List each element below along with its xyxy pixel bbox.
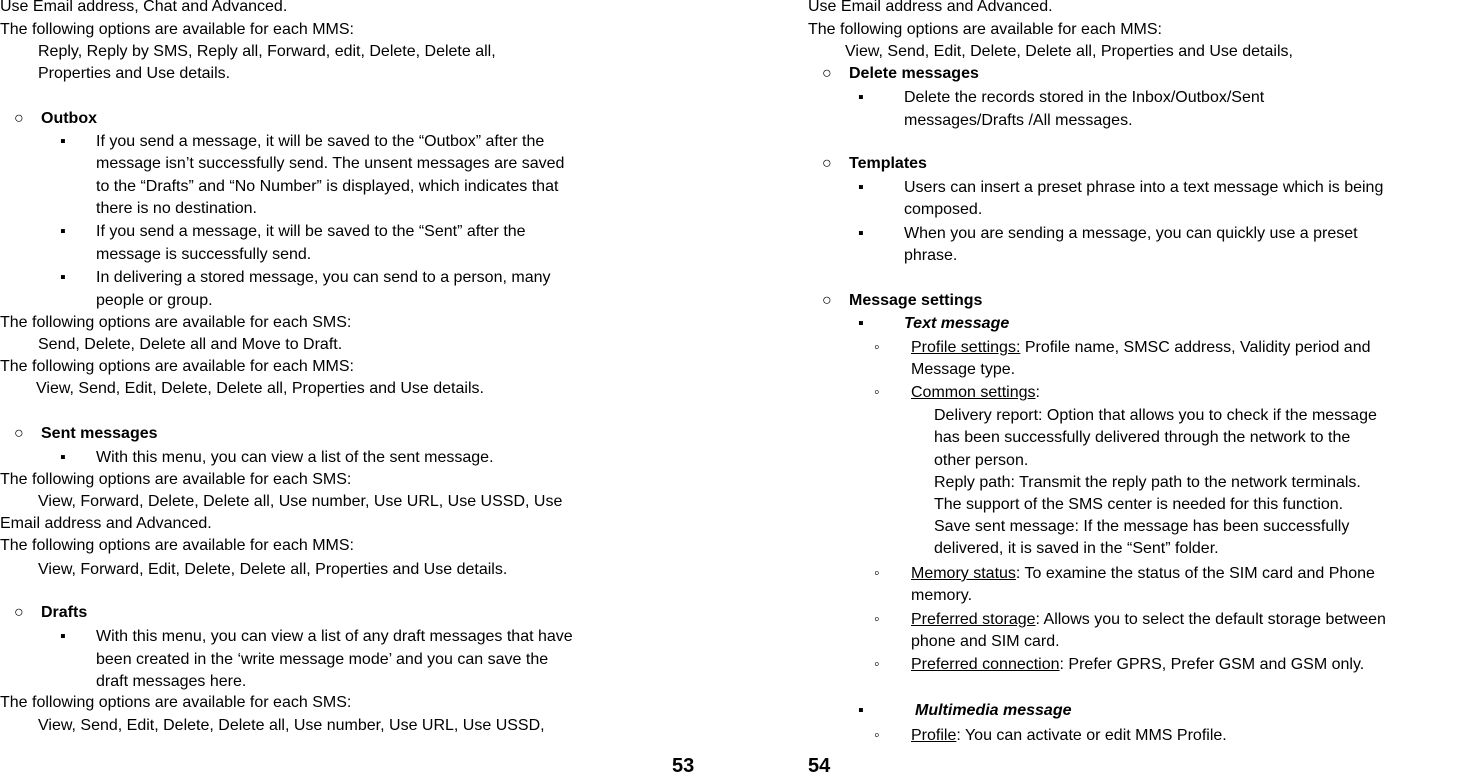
circle-bullet-icon: ○ — [14, 110, 24, 127]
circle-bullet-icon: ○ — [822, 65, 832, 82]
hollow-bullet-icon: ◦ — [874, 565, 880, 582]
section-heading-message-settings: Message settings — [849, 292, 983, 309]
profile-settings-link: Profile settings: — [911, 339, 1021, 356]
paragraph-line: Use Email address and Advanced. — [808, 0, 1053, 15]
right-page — [808, 0, 1483, 775]
subheading-text-message: Text message — [904, 315, 1010, 332]
bullet-text: Users can insert a preset phrase into a text message which is being — [904, 179, 1384, 196]
bullet-text: there is no destination. — [96, 200, 257, 217]
paragraph-line: The following options are available for each MMS: — [0, 358, 354, 375]
circle-bullet-icon: ○ — [14, 425, 24, 442]
mms-profile-link: Profile — [911, 727, 957, 744]
square-bullet-icon: ▪ — [60, 269, 66, 286]
square-bullet-icon: ▪ — [858, 179, 864, 196]
memory-status-link: Memory status — [911, 565, 1016, 582]
bullet-text: If you send a message, it will be saved to the “Sent” after the — [96, 223, 526, 240]
bullet-text: If you send a message, it will be saved to the “Outbox” after the — [96, 133, 545, 150]
setting-text: Message type. — [911, 361, 1016, 378]
section-heading-outbox: Outbox — [41, 110, 97, 127]
setting-line-profile: Profile settings: Profile name, SMSC address, Validity period and — [911, 339, 1371, 356]
options-list-line: View, Send, Edit, Delete, Delete all, Properties and Use details. — [36, 380, 484, 397]
square-bullet-icon: ▪ — [60, 449, 66, 466]
setting-detail: other person. — [934, 452, 1029, 469]
options-list-line: View, Send, Edit, Delete, Delete all, Use number, Use URL, Use USSD, — [38, 717, 545, 734]
bullet-text: message isn’t successfully send. The unsent messages are saved — [96, 155, 565, 172]
square-bullet-icon: ▪ — [858, 315, 864, 332]
square-bullet-icon: ▪ — [858, 225, 864, 242]
setting-line-storage: Preferred storage: Allows you to select the default storage between — [911, 611, 1386, 628]
paragraph-line: The following options are available for each SMS: — [0, 314, 352, 331]
hollow-bullet-icon: ◦ — [874, 384, 880, 401]
hollow-bullet-icon: ◦ — [874, 611, 880, 628]
square-bullet-icon: ▪ — [60, 628, 66, 645]
setting-text: memory. — [911, 587, 973, 604]
hollow-bullet-icon: ◦ — [874, 656, 880, 673]
bullet-text: composed. — [904, 201, 983, 218]
options-list-line: Send, Delete, Delete all and Move to Draft. — [38, 336, 343, 353]
square-bullet-icon: ▪ — [60, 223, 66, 240]
page-number: 54 — [808, 755, 831, 777]
section-heading-sent-messages: Sent messages — [41, 425, 158, 442]
bullet-text: When you are sending a message, you can quickly use a preset — [904, 225, 1358, 242]
bullet-text: people or group. — [96, 292, 213, 309]
setting-detail: Reply path: Transmit the reply path to the network terminals. — [934, 474, 1361, 491]
section-heading-templates: Templates — [849, 155, 927, 172]
bullet-text: With this menu, you can view a list of any draft messages that have — [96, 628, 573, 645]
section-heading-drafts: Drafts — [41, 604, 88, 621]
bullet-text: In delivering a stored message, you can send to a person, many — [96, 269, 551, 286]
bullet-text: messages/Drafts /All messages. — [904, 112, 1133, 129]
setting-detail: has been successfully delivered through the network to the — [934, 429, 1351, 446]
setting-line-connection: Preferred connection: Prefer GPRS, Prefer GSM and GSM only. — [911, 656, 1365, 673]
bullet-text: Delete the records stored in the Inbox/Outbox/Sent — [904, 89, 1265, 106]
setting-line-memory: Memory status: To examine the status of the SIM card and Phone — [911, 565, 1375, 582]
subheading-multimedia-message: Multimedia message — [915, 702, 1072, 719]
options-list-line: View, Forward, Delete, Delete all, Use number, Use URL, Use USSD, Use — [38, 493, 563, 510]
bullet-text: to the “Drafts” and “No Number” is displayed, which indicates that — [96, 178, 559, 195]
bullet-text: been created in the ‘write message mode’ and you can save the — [96, 651, 549, 668]
paragraph-line: The following options are available for each MMS: — [0, 537, 354, 554]
setting-detail: Delivery report: Option that allows you to check if the message — [934, 407, 1377, 424]
square-bullet-icon: ▪ — [60, 133, 66, 150]
bullet-text: With this menu, you can view a list of the sent message. — [96, 449, 494, 466]
bullet-text: message is successfully send. — [96, 246, 312, 263]
paragraph-line: Email address and Advanced. — [0, 515, 212, 532]
paragraph-line: Use Email address, Chat and Advanced. — [0, 0, 288, 15]
section-heading-delete-messages: Delete messages — [849, 65, 979, 82]
circle-bullet-icon: ○ — [822, 155, 832, 172]
bullet-text: phrase. — [904, 247, 958, 264]
setting-detail: Save sent message: If the message has been successfully — [934, 518, 1350, 535]
circle-bullet-icon: ○ — [822, 292, 832, 309]
setting-line-common: Common settings: — [911, 384, 1040, 401]
circle-bullet-icon: ○ — [14, 604, 24, 621]
options-list-line: Properties and Use details. — [38, 65, 231, 82]
hollow-bullet-icon: ◦ — [874, 339, 880, 356]
page-number: 53 — [672, 755, 695, 777]
bullet-text: draft messages here. — [96, 673, 247, 690]
setting-detail: delivered, it is saved in the “Sent” folder. — [934, 540, 1219, 557]
left-page — [0, 0, 700, 775]
paragraph-line: The following options are available for each SMS: — [0, 471, 352, 488]
square-bullet-icon: ▪ — [858, 89, 864, 106]
common-settings-link: Common settings — [911, 384, 1036, 401]
square-bullet-icon: ▪ — [858, 702, 864, 719]
options-list-line: View, Send, Edit, Delete, Delete all, Properties and Use details, — [845, 43, 1293, 60]
options-list-line: Reply, Reply by SMS, Reply all, Forward, edit, Delete, Delete all, — [38, 43, 496, 60]
preferred-connection-link: Preferred connection — [911, 656, 1060, 673]
setting-line-mms-profile: Profile: You can activate or edit MMS Profile. — [911, 727, 1227, 744]
hollow-bullet-icon: ◦ — [874, 727, 880, 744]
paragraph-line: The following options are available for each MMS: — [0, 21, 354, 38]
paragraph-line: The following options are available for each SMS: — [0, 694, 352, 711]
setting-detail: The support of the SMS center is needed for this function. — [934, 496, 1344, 513]
setting-text: phone and SIM card. — [911, 633, 1060, 650]
paragraph-line: The following options are available for each MMS: — [808, 21, 1162, 38]
preferred-storage-link: Preferred storage — [911, 611, 1036, 628]
options-list-line: View, Forward, Edit, Delete, Delete all, Properties and Use details. — [38, 561, 508, 578]
